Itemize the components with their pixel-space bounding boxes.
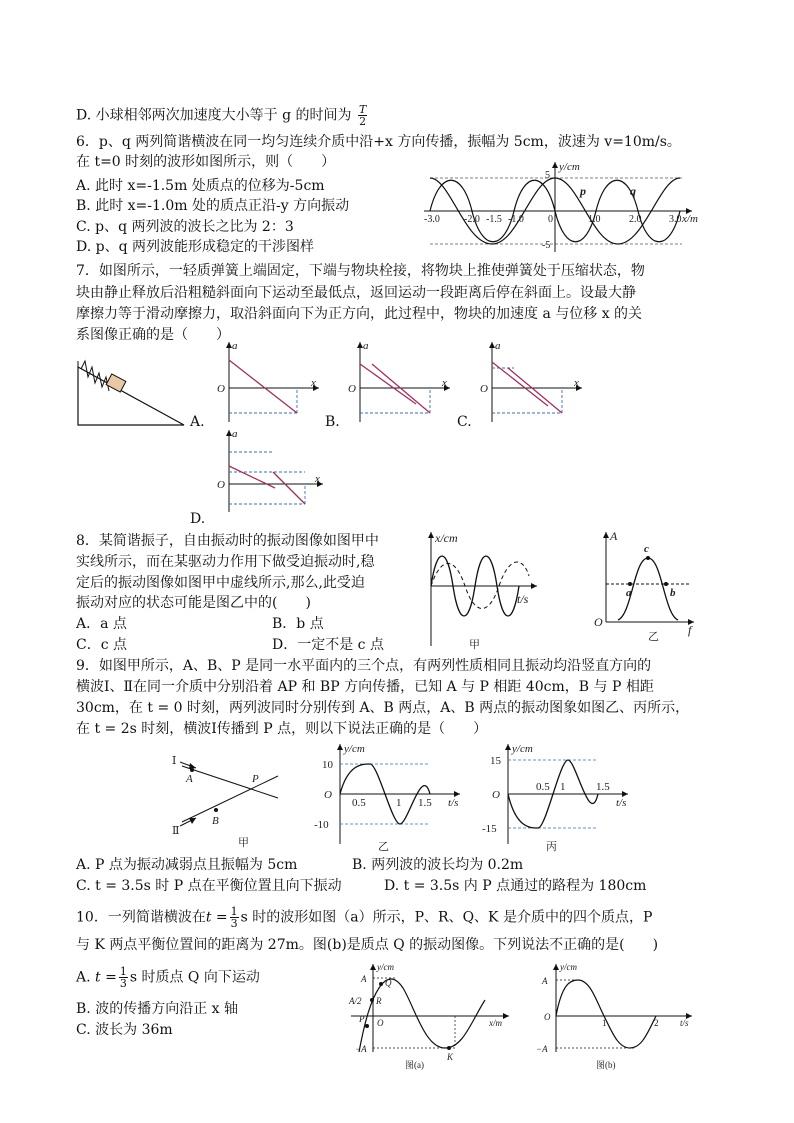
q9-stem-line3: 30cm，在 t = 0 时刻，两列波同时分别传到 A、B 两点，A、B 两点的振动图象如图乙、丙所示，	[76, 700, 690, 716]
q9-bing-ylabel: y/cm	[512, 743, 533, 755]
q7-stem-line4: 系图像正确的是（ ）	[76, 327, 230, 343]
q10-figure-b	[530, 960, 700, 1072]
axis-a: a	[232, 340, 238, 352]
q8-option-d: D．一定不是 c 点	[272, 637, 384, 653]
q8-graph-jia	[425, 528, 555, 652]
q9-bing-caption: 丙	[546, 841, 557, 853]
axis-a: a	[232, 428, 238, 440]
q8-yi-caption: 乙	[648, 631, 659, 643]
q8-point-b: b	[670, 587, 676, 599]
q6-ylabel: y/cm	[559, 161, 580, 173]
q9-bing-tlabel: t/s	[616, 797, 627, 809]
q10-fa-A2: A/2	[349, 996, 362, 1006]
origin: O	[217, 479, 225, 491]
q9-graph-bing	[478, 740, 638, 852]
fraction: $\frac{1}{3}$	[230, 905, 238, 930]
q7-opt-d-label: D.	[190, 511, 206, 527]
q10-fb-caption: 图(b)	[596, 1060, 616, 1070]
q8-yi-O: O	[594, 615, 603, 629]
q6-xtick-1: -2.0	[464, 214, 480, 225]
q7-opt-a-label: A.	[190, 414, 205, 430]
q10-fb-O: O	[544, 1012, 551, 1022]
q8-point-a: a	[626, 587, 632, 599]
q6-xtick-7: 3.0	[669, 214, 682, 225]
q10-fa-P: P	[359, 1014, 365, 1024]
q9-option-d: D. t = 3.5s 内 P 点通过的路程为 180cm	[384, 878, 647, 894]
q10-fa-ylabel: y/cm	[377, 962, 394, 972]
q7-graph-c	[478, 340, 588, 425]
q6-option-c: C. p、q 两列波的波长之比为 2：3	[76, 219, 294, 235]
q10-fa-xlabel: x/m	[489, 1018, 502, 1028]
q10-fa-K: K	[447, 1052, 454, 1062]
q6-wave-graph	[420, 160, 700, 256]
q7-stem-line1: 7．如图所示，一轻质弹簧上端固定，下端与物块栓接，将物块上推使弹簧处于压缩状态，物	[76, 263, 645, 279]
q9-option-a: A. P 点为振动减弱点且振幅为 5cm	[76, 857, 298, 873]
q6-option-d: D. p、q 两列波能形成稳定的干涉图样	[76, 239, 314, 255]
q9-stem-line1: 9．如图甲所示，A、B、P 是同一水平面内的三个点，有两列性质相同且振动均沿竖直方向的	[76, 658, 652, 674]
q7-stem-line3: 摩擦力等于滑动摩擦力，取沿斜面向下为正方向，此过程中，物块的加速度 a 与位移 x 的关	[76, 306, 643, 322]
q8-point-c: c	[644, 543, 649, 555]
q9-bing-bot: -15	[482, 823, 497, 835]
q6-option-b: B. 此时 x=-1.0m 处的质点正沿-y 方向振动	[76, 198, 350, 214]
axis-x: x	[574, 377, 579, 389]
q8-stem-line1: 8．某简谐振子，自由振动时的振动图像如图甲中	[76, 533, 379, 549]
q10-fa-nA: −A	[355, 1044, 367, 1054]
q10-fa-R: R	[376, 996, 382, 1006]
origin: O	[348, 383, 356, 395]
q9-yi-top: 10	[322, 759, 333, 771]
q9-point-A: A	[186, 773, 193, 785]
origin: O	[480, 383, 488, 395]
q7-graph-d	[215, 428, 330, 513]
q10-stem-line1: 10．一列简谐横波在t = $\frac{1}{3}$ s 时的波形如图（a）所示，P、R、Q、K 是介质中的四个质点，P	[76, 905, 653, 930]
q9-bing-top: 15	[490, 755, 501, 767]
q8-yi-A: A	[610, 529, 618, 543]
q9-point-P: P	[252, 773, 259, 785]
q10-fb-ylabel: y/cm	[560, 962, 577, 972]
q10-option-a: A. t = $\frac{1}{3}$ s 时质点 Q 向下运动	[76, 965, 260, 990]
q9-bing-tick-2: 1.5	[596, 781, 610, 793]
q6-xtick-3: -1.0	[508, 214, 524, 225]
q7-graph-a	[215, 340, 325, 425]
q10-fb-tlabel: t/s	[680, 1018, 689, 1028]
q10-figure-a	[345, 960, 515, 1072]
q10-option-b: B. 波的传播方向沿正 x 轴	[76, 1001, 238, 1017]
q9-yi-tick-1: 1	[396, 797, 402, 809]
q9-graph-yi	[310, 740, 470, 852]
q6-xtick-2: -1.5	[486, 214, 502, 225]
q9-yi-bot: -10	[314, 819, 329, 831]
q9-wave-I: Ⅰ	[172, 755, 177, 767]
q8-jia-ylabel: x/cm	[435, 531, 458, 545]
q9-stem-line4: 在 t = 2s 时刻，横波Ⅰ传播到 P 点，则以下说法正确的是（ ）	[76, 721, 488, 737]
q10-fb-t2: 2	[654, 1018, 659, 1028]
q9-wave-II: Ⅱ	[172, 825, 180, 837]
q10-fa-caption: 图(a)	[405, 1060, 424, 1070]
q8-stem-line2: 实线所示，而在某驱动力作用下做受迫振动时,稳	[76, 554, 375, 570]
q7-opt-c-label: C.	[457, 414, 472, 430]
q5-option-d: D. 小球相邻两次加速度大小等于 g 的时间为 $\frac{T}{2}$	[76, 103, 367, 128]
q10-fa-Q: Q	[385, 978, 392, 988]
q10-stem-line2: 与 K 两点平衡位置间的距离为 27m。图(b)是质点 Q 的振动图像。下列说法不正确的是( )	[76, 937, 659, 953]
axis-a: a	[363, 340, 369, 352]
q9-point-B: B	[212, 815, 219, 827]
q9-yi-tick-0: 0.5	[352, 797, 366, 809]
q6-xtick-0: -3.0	[424, 214, 440, 225]
q7-stem-line2: 块由静止释放后沿粗糙斜面向下运动至最低点，返回运动一段距离后停在斜面上。设最大静	[76, 285, 636, 301]
q6-xlabel: x/m	[682, 213, 698, 225]
q9-option-c: C. t = 3.5s 时 P 点在平衡位置且向下振动	[76, 878, 342, 894]
axis-x: x	[311, 377, 316, 389]
q6-stem-line2: 在 t=0 时刻的波形如图所示，则（ ）	[76, 154, 336, 170]
q9-graph-jia	[170, 752, 290, 848]
axis-a: a	[495, 340, 501, 352]
origin: O	[217, 383, 225, 395]
q10-fa-O: O	[377, 1018, 384, 1028]
q7-incline-figure	[76, 355, 186, 427]
q9-yi-caption: 乙	[378, 841, 389, 853]
q6-xtick-5: 1.0	[588, 214, 601, 225]
q9-bing-tick-1: 1	[560, 781, 566, 793]
q9-jia-caption: 甲	[238, 837, 249, 849]
q9-yi-tick-2: 1.5	[418, 797, 432, 809]
q10-fb-A: A	[542, 976, 548, 986]
q9-option-b: B. 两列波的波长均为 0.2m	[352, 857, 524, 873]
q7-graph-b	[346, 340, 456, 425]
axis-x: x	[315, 473, 320, 485]
q9-yi-tlabel: t/s	[448, 797, 459, 809]
q8-jia-caption: 甲	[469, 639, 480, 651]
q6-label-q: q	[630, 184, 636, 198]
q9-bing-tick-0: 0.5	[536, 781, 550, 793]
q8-option-c: C．c 点	[76, 637, 128, 653]
fraction: $\frac{T}{2}$	[358, 103, 367, 128]
q6-xtick-6: 2.0	[629, 214, 642, 225]
q10-fa-A: A	[361, 974, 367, 984]
q8-yi-f: f	[688, 623, 692, 637]
q6-ytop: 5	[545, 170, 550, 181]
q9-yi-ylabel: y/cm	[344, 743, 365, 755]
q8-option-a: A．a 点	[76, 616, 127, 632]
q6-stem-line1: 6．p、q 两列简谐横波在同一均匀连续介质中沿+x 方向传播，振幅为 5cm，波速为 v=10m/s。	[76, 134, 681, 150]
q6-xtick-4: 0	[548, 214, 553, 225]
q10-fb-t1: 1	[602, 1018, 607, 1028]
q6-ybot: -5	[542, 240, 551, 251]
q9-bing-O: O	[492, 789, 500, 801]
q6-option-a: A. 此时 x=-1.5m 处质点的位移为-5cm	[76, 178, 325, 194]
axis-x: x	[442, 377, 447, 389]
q10-fb-nA: −A	[536, 1044, 548, 1054]
fraction: $\frac{1}{3}$	[119, 965, 127, 990]
q9-yi-O: O	[324, 789, 332, 801]
q10-option-c: C. 波长为 36m	[76, 1022, 173, 1038]
q8-graph-yi	[590, 528, 700, 644]
q6-label-p: p	[580, 184, 586, 198]
q8-stem-line3: 定后的振动图像如图甲中虚线所示,那么,此受迫	[76, 575, 365, 591]
q8-option-b: B．b 点	[272, 616, 324, 632]
q8-jia-tlabel: t/s	[517, 592, 529, 606]
q8-stem-line4: 振动对应的状态可能是图乙中的( )	[76, 595, 311, 611]
q9-stem-line2: 横波Ⅰ、Ⅱ在同一介质中分别沿着 AP 和 BP 方向传播，已知 A 与 P 相距 40cm，B 与 P 相距	[76, 679, 654, 695]
q7-opt-b-label: B.	[325, 414, 340, 430]
